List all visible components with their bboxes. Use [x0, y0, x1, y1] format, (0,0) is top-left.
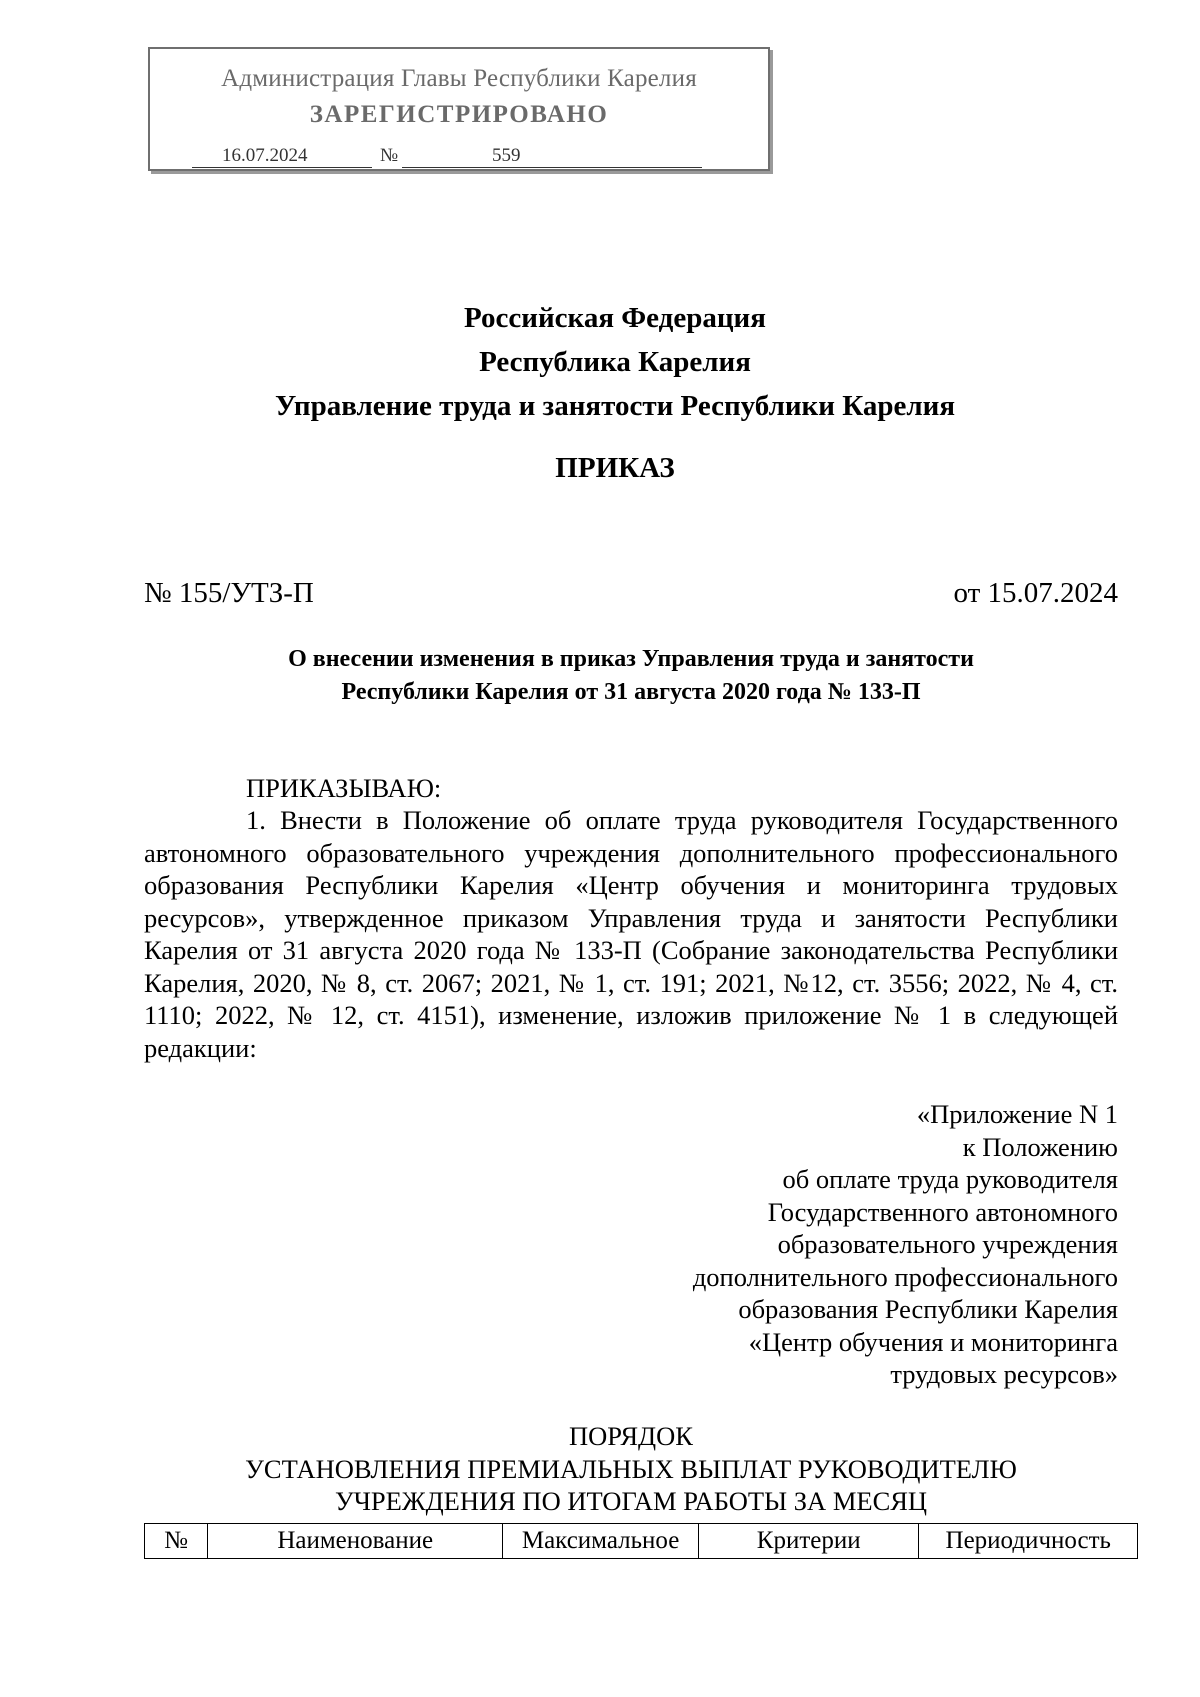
appendix-line: трудовых ресурсов»: [890, 1359, 1118, 1389]
appendix-line: об оплате труда руководителя: [782, 1164, 1118, 1194]
column-header-criteria: Критерии: [698, 1524, 919, 1559]
subject-line-2: Республики Карелия от 31 августа 2020 года № 133-П: [341, 679, 921, 705]
stamp-number-label: №: [380, 145, 399, 166]
header-agency: Управление труда и занятости Республики Карелия: [274, 390, 956, 422]
order-number: № 155/УТЗ-П: [144, 577, 314, 609]
registration-stamp: [148, 47, 770, 171]
appendix-line: образования Республики Карелия: [738, 1294, 1118, 1324]
appendix-line: образовательного учреждения: [777, 1229, 1118, 1259]
column-header-maximum: Максимальное: [503, 1524, 699, 1559]
appendix-reference: [558, 1098, 1118, 1391]
criteria-table: [144, 1523, 1138, 1559]
header-region: Республика Карелия: [479, 346, 751, 378]
stamp-number: 559: [492, 145, 521, 166]
procedure-title: [144, 1420, 1118, 1518]
appendix-line: к Положению: [962, 1131, 1118, 1162]
column-header-name: Наименование: [208, 1524, 503, 1559]
stamp-authority: Администрация Главы Республики Карелия: [221, 65, 697, 92]
order-date: от 15.07.2024: [953, 577, 1118, 609]
appendix-line: «Приложение N 1: [916, 1099, 1118, 1129]
procedure-title-line-2: УСТАНОВЛЕНИЯ ПРЕМИАЛЬНЫХ ВЫПЛАТ РУКОВОДИТЕЛЮ: [245, 1453, 1017, 1484]
appendix-line: «Центр обучения и мониторинга: [748, 1326, 1118, 1357]
appendix-line: Государственного автономного: [767, 1196, 1118, 1227]
procedure-title-line-1: ПОРЯДОК: [569, 1421, 693, 1451]
procedure-title-line-3: УЧРЕЖДЕНИЯ ПО ИТОГАМ РАБОТЫ ЗА МЕСЯЦ: [334, 1486, 928, 1516]
column-header-periodicity: Периодичность: [919, 1524, 1138, 1559]
stamp-date: 16.07.2024: [222, 145, 308, 166]
column-header-number: №: [145, 1524, 208, 1559]
stamp-number-line: [402, 147, 702, 168]
stamp-date-line: [192, 147, 372, 168]
paragraph-1: 1. Внести в Положение об оплате труда руководителя Государственного автономного образовательного учреждения дополнительного профессионального образования Республики Карелия «Центр обучения и мониторинга трудовых ресурсов», утвержденное приказом Управления труда и занятости Республики Карелия от 31 августа 2020 года № 133-П (Собрание законодательства Республики Карелия, 2020, № 8, ст. 2067; 2021, № 1, ст. 191; 2021, №12, ст. 3556; 2022, № 4, ст. 1110; 2022, № 12, ст. 4151), изменение, изложив приложение № 1 в следующей редакции:: [144, 805, 1118, 1063]
subject-line-1: О внесении изменения в приказ Управления труда и занятости: [288, 646, 974, 672]
document-type: ПРИКАЗ: [555, 452, 675, 484]
stamp-status: ЗАРЕГИСТРИРОВАНО: [309, 101, 609, 128]
order-word: ПРИКАЗЫВАЮ:: [246, 773, 442, 803]
appendix-line: дополнительного профессионального: [692, 1261, 1118, 1292]
header-country: Российская Федерация: [464, 302, 766, 334]
table-header-row: [145, 1524, 1138, 1559]
